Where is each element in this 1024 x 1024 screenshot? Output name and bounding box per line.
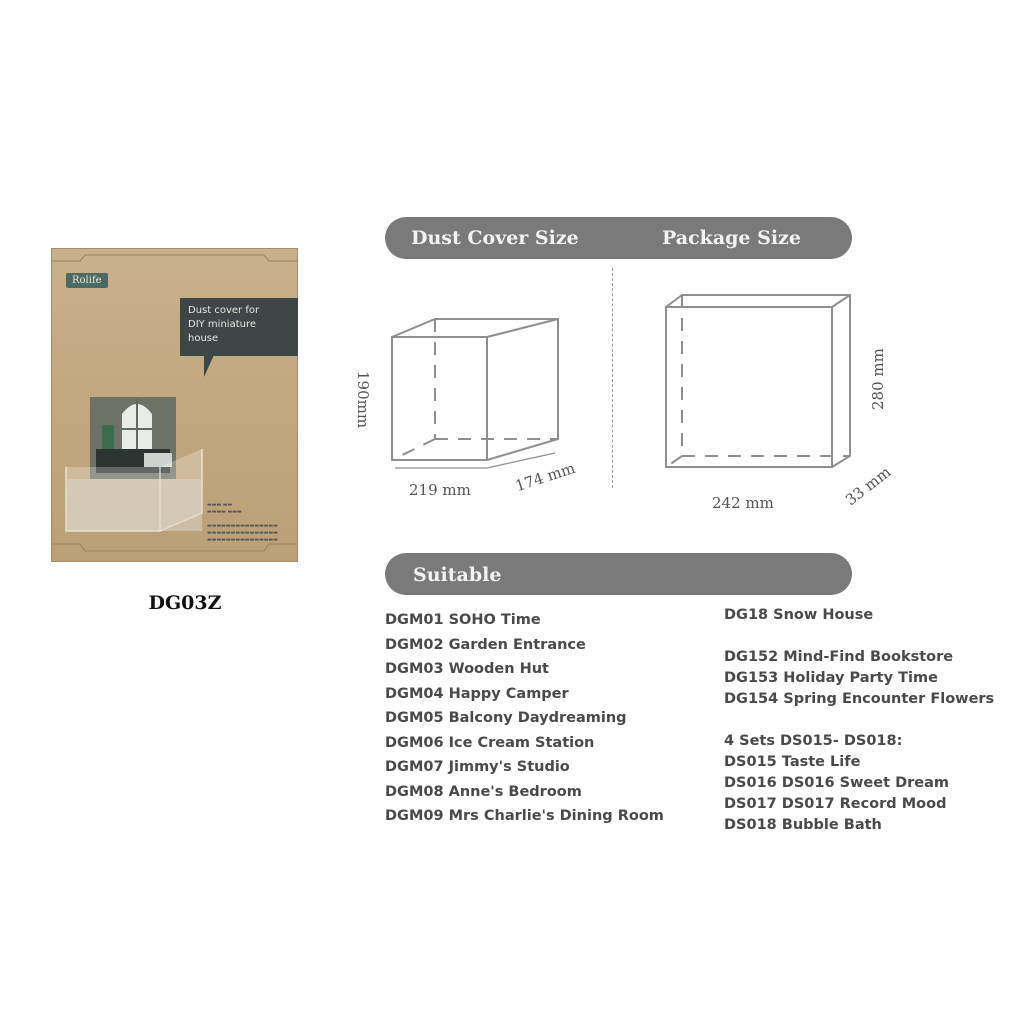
list-item: DGM01 SOHO Time	[385, 612, 541, 628]
package-width: 242 mm	[712, 494, 774, 512]
list-item: DGM04 Happy Camper	[385, 685, 569, 702]
package-depth: 33 mm	[842, 462, 895, 510]
box-small-print: ▬▬▬ ▬▬ ▬▬▬▬ ▬▬▬ ▬▬▬▬▬▬▬▬▬▬▬▬▬▬▬ ▬▬▬▬▬▬▬▬▬▬▬▬▬▬▬ ▬▬▬▬▬▬▬▬▬▬▬▬▬▬▬	[207, 502, 278, 543]
list-item: DGM09 Mrs Charlie's Dining Room	[385, 808, 664, 824]
product-photo	[51, 248, 298, 562]
list-item: DS018 Bubble Bath	[724, 817, 882, 833]
dust-cover-width: 219 mm	[409, 481, 471, 499]
list-item: DGM02 Garden Entrance	[385, 636, 586, 653]
suitable-label: Suitable	[413, 564, 502, 586]
list-item: DG152 Mind-Find Bookstore	[724, 649, 954, 665]
list-item: DGM03 Wooden Hut	[385, 661, 549, 677]
list-item: DGM06 Ice Cream Station	[385, 734, 595, 751]
package-size-label: Package Size	[662, 227, 801, 249]
dust-cover-size-label: Dust Cover Size	[411, 227, 579, 249]
bubble-line-3: house	[188, 333, 219, 344]
section-divider	[612, 268, 613, 488]
list-item: DG154 Spring Encounter Flowers	[724, 691, 995, 707]
list-item: DS016 DS016 Sweet Dream	[724, 775, 949, 791]
brand-logo: Rolife	[66, 273, 108, 288]
size-header-bar	[385, 217, 852, 259]
bubble-line-2: DIY miniature	[188, 319, 257, 330]
dust-cover-cube-diagram	[380, 310, 580, 490]
list-item: DG18 Snow House	[724, 607, 874, 623]
list-item: DGM07 Jimmy's Studio	[385, 759, 570, 775]
list-item: DS017 DS017 Record Mood	[724, 796, 947, 812]
package-height: 280 mm	[869, 348, 887, 410]
list-item: DG153 Holiday Party Time	[724, 670, 938, 686]
suitable-list-left	[385, 612, 705, 832]
bubble-line-1: Dust cover for	[188, 305, 260, 316]
list-item: DGM08 Anne's Bedroom	[385, 783, 582, 800]
dust-cover-height: 190mm	[354, 371, 372, 429]
product-code: DG03Z	[148, 592, 222, 614]
list-item: DS015 Taste Life	[724, 754, 861, 770]
list-heading: 4 Sets DS015- DS018:	[724, 733, 903, 749]
list-item: DGM05 Balcony Daydreaming	[385, 710, 627, 726]
package-box-diagram	[660, 290, 860, 480]
suitable-list-right	[724, 607, 1014, 837]
suitable-header-bar	[385, 553, 852, 595]
dust-cover-depth: 174 mm	[513, 458, 578, 496]
